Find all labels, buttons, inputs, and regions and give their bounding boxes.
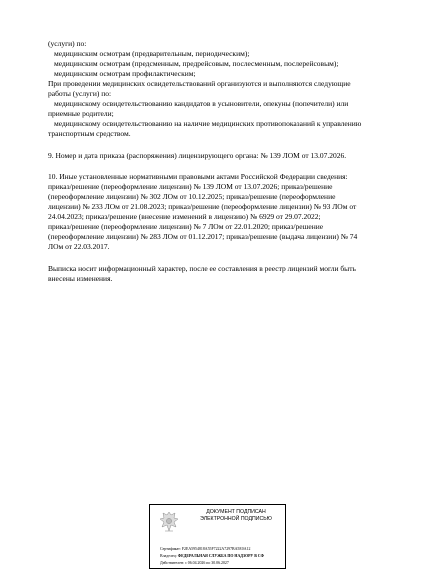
certificate-line xyxy=(160,547,250,552)
text-line: (услуги) по: xyxy=(48,39,87,48)
text-line: ЛОм от 22.03.2017. xyxy=(48,242,110,251)
text-line: При проведении медицинских освидетельствований организуются и выполняются следующие xyxy=(48,79,351,88)
text-line: медицинскому освидетельствованию на наличие медицинских противопоказаний к управлению xyxy=(54,119,362,128)
text-line: медицинским осмотрам (предварительным, периодическим); xyxy=(54,49,250,58)
text-line: медицинскому освидетельствованию кандидатов в усыновители, опекуны (попечители) или xyxy=(54,99,349,108)
owner-label: Владелец: xyxy=(160,554,177,558)
text-line: Выписка носит информационный характер, после ее составления в реестр лицензий могли быть xyxy=(48,264,356,273)
text-line: приемные родители; xyxy=(48,109,114,118)
electronic-signature-stamp xyxy=(149,504,286,569)
stamp-subtitle: ЭЛЕКТРОННОЙ ПОДПИСЬЮ xyxy=(200,516,272,522)
text-line: медицинским осмотрам (предсменным, предрейсовым, послесменным, послерейсовым); xyxy=(54,59,339,68)
certificate-value: F2EA5954818A55F7222A7297BA5E0A12 xyxy=(181,547,251,551)
text-line: лицензии) № 233 ЛОм от 21.08.2023; приказ/решение (переоформление лицензии) № 93 ЛОм от xyxy=(48,202,357,211)
owner-line xyxy=(160,554,264,559)
text-line: медицинским осмотрам профилактическим; xyxy=(54,69,196,78)
text-line: транспортным средством. xyxy=(48,129,131,138)
text-line: приказ/решение (переоформление лицензии) № 7 ЛОм от 22.01.2020; приказ/решение xyxy=(48,222,324,231)
text-line: работы (услуги) по: xyxy=(48,89,112,98)
text-line: (переоформление лицензии) № 283 ЛОм от 01.12.2017; приказ/решение (выдача лицензии) № 74 xyxy=(48,232,358,241)
text-line: приказ/решение (переоформление лицензии) № 139 ЛОМ от 13.07.2026; приказ/решение xyxy=(48,182,333,191)
text-line: 24.04.2023; приказ/решение (внесение изменений в лицензию) № 6929 от 29.07.2022; xyxy=(48,212,321,221)
order-number-line: 9. Номер и дата приказа (распоряжения) лицензирующего органа: № 139 ЛОМ от 13.07.2026. xyxy=(48,151,347,160)
text-line: 10. Иные установленные нормативными правовыми актами Российской Федерации сведения: xyxy=(48,172,348,181)
certificate-label: Сертификат: xyxy=(160,547,181,551)
text-line: (переоформление лицензии) № 302 ЛОм от 10.12.2025; приказ/решение (переоформление xyxy=(48,192,336,201)
owner-value: ФЕДЕРАЛЬНАЯ СЛУЖБА ПО НАДЗОРУ В СФ xyxy=(177,554,264,558)
text-line: внесены изменения. xyxy=(48,274,113,283)
coat-of-arms-icon xyxy=(159,510,179,534)
validity-line: Действителен: с 06.04.2026 по 30.06.2027 xyxy=(160,561,229,565)
stamp-title: ДОКУМЕНТ ПОДПИСАН xyxy=(206,509,266,515)
